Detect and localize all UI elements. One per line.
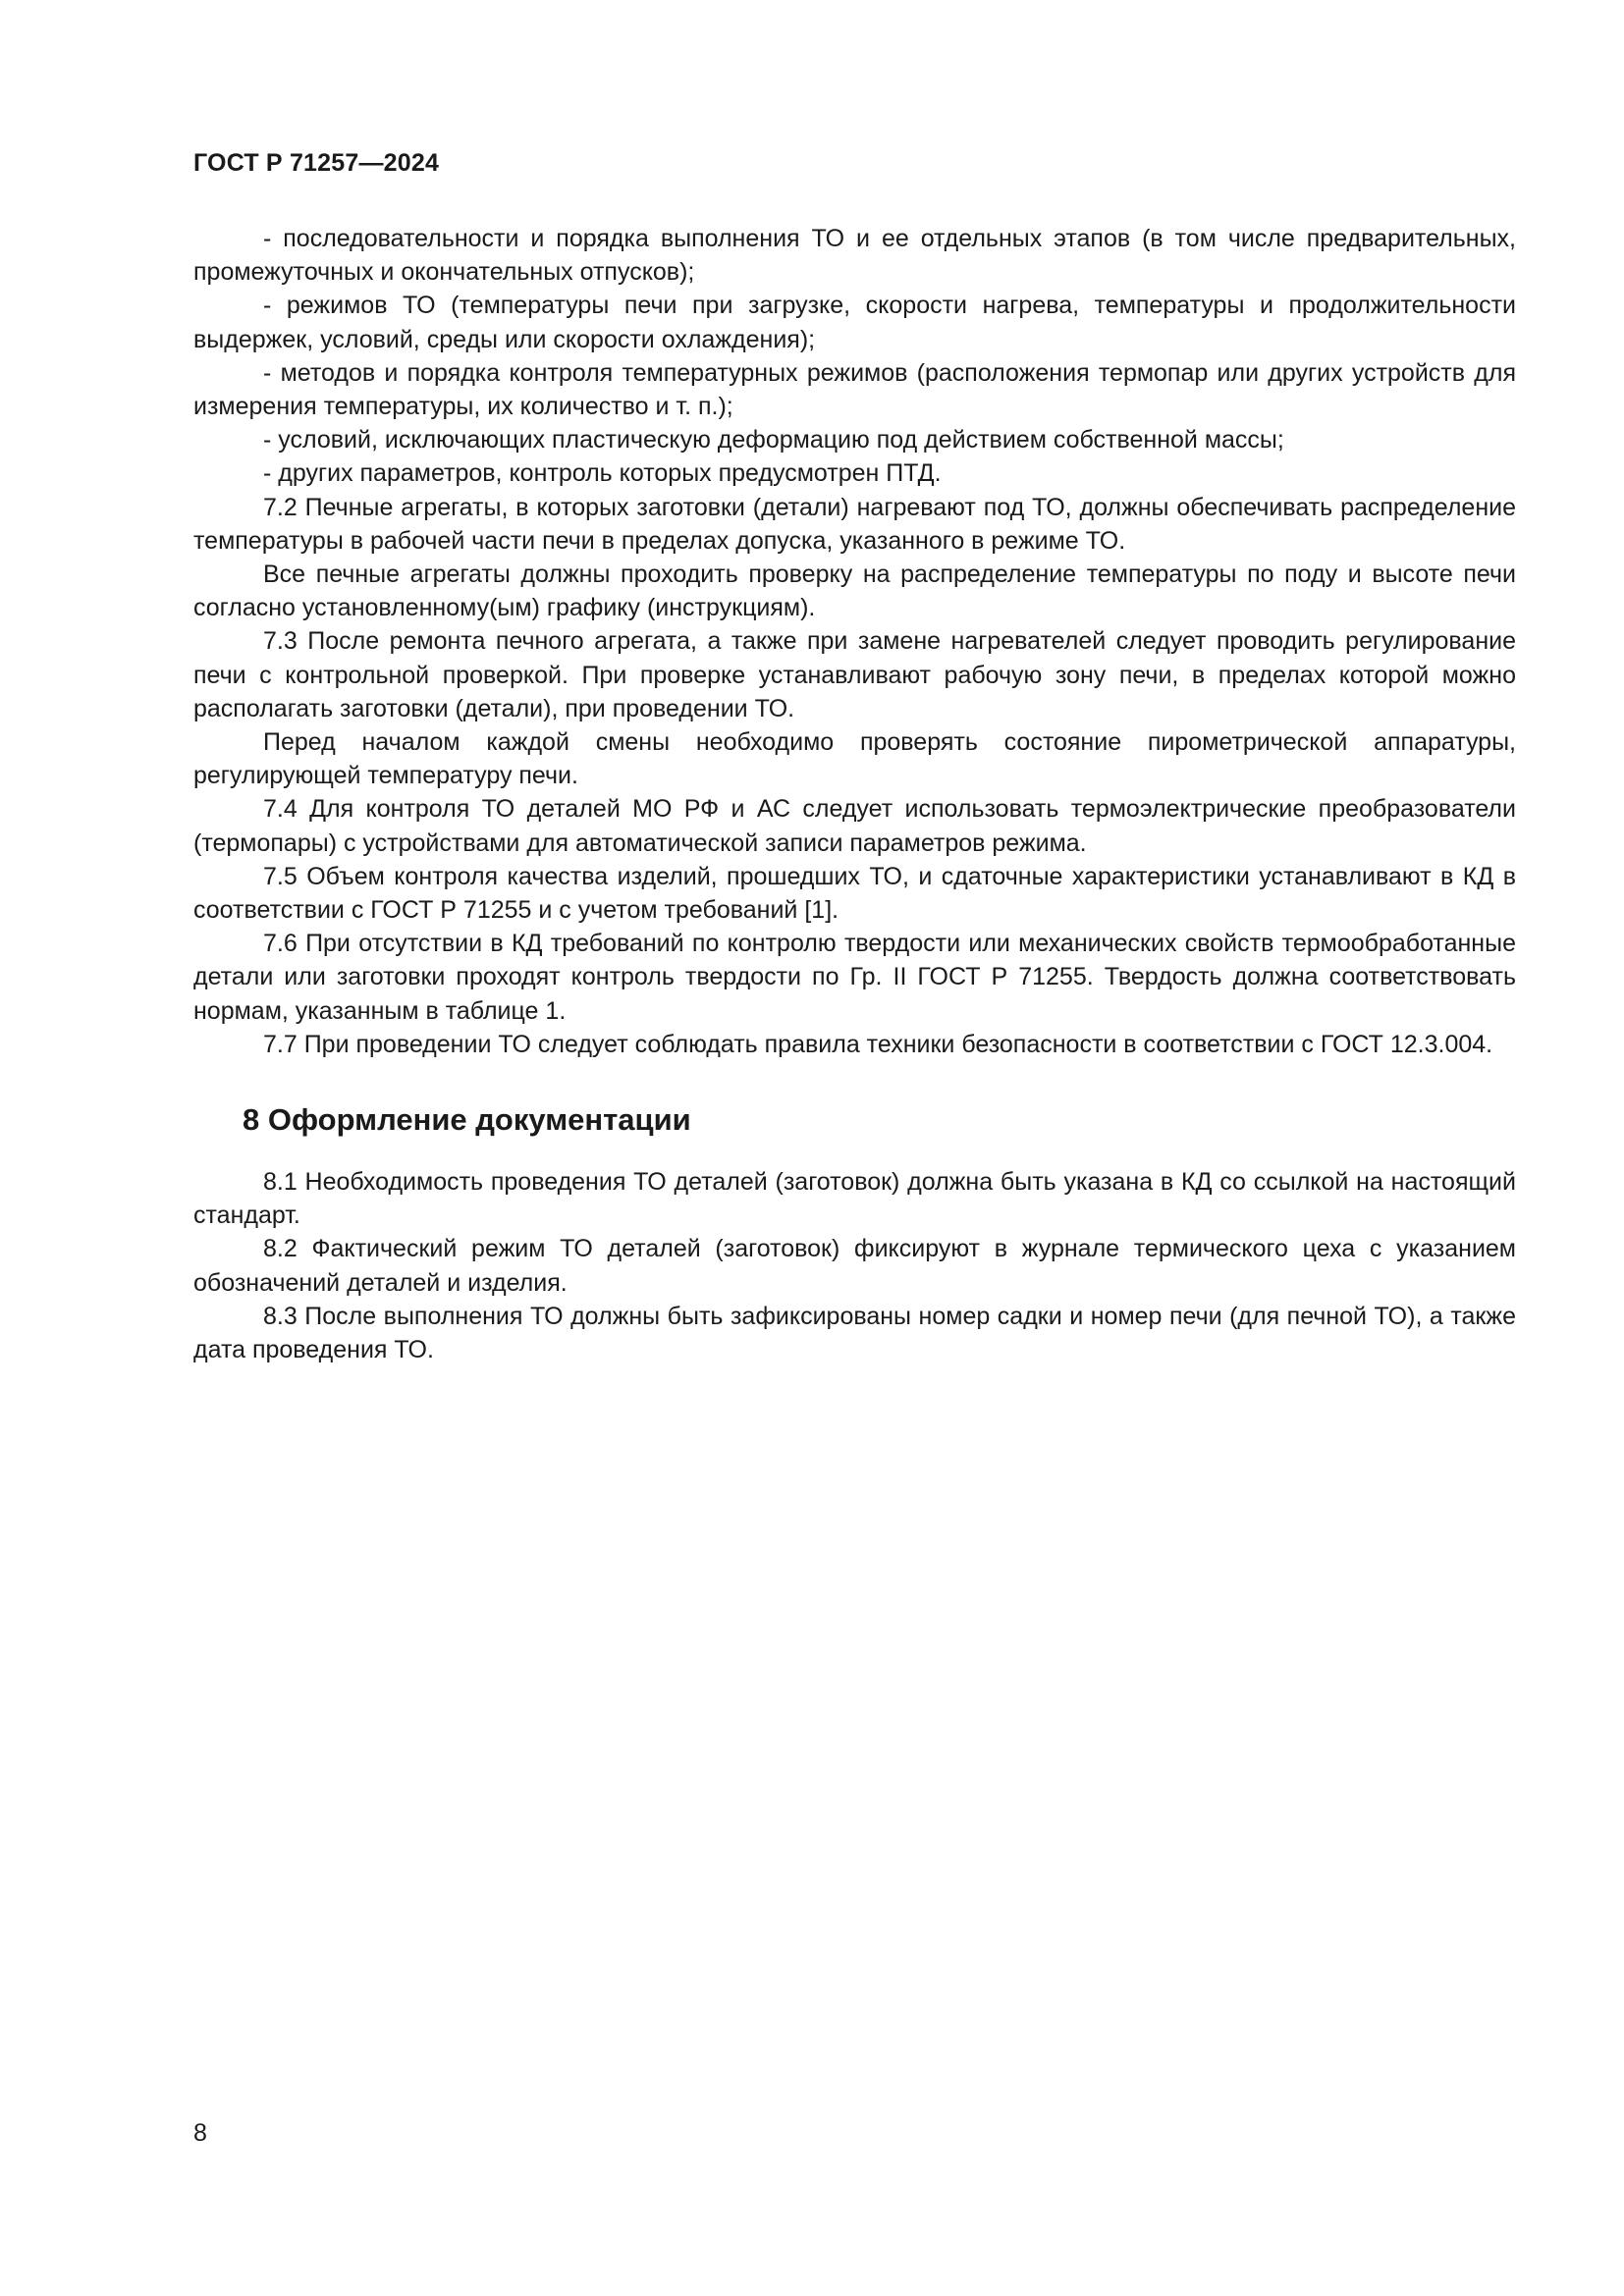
list-item-modes: - режимов ТО (температуры печи при загрузке, скорости нагрева, температуры и продолжительности выдержек, условий, среды или скорости охлаждения);	[193, 292, 1516, 353]
document-page	[193, 0, 1516, 2296]
body-text	[193, 222, 1516, 1366]
list-item-other-parameters: - других параметров, контроль которых предусмотрен ПТД.	[263, 459, 942, 488]
clause-7-5: 7.5 Объем контроля качества изделий, прошедших ТО, и сдаточные характеристики устанавливают в КД в соответствии с ГОСТ Р 71255 и с учетом требований [1].	[193, 862, 1516, 925]
clause-7-3: 7.3 После ремонта печного агрегата, а также при замене нагревателей следует проводить регулирование печи с контрольной проверкой. При проверке устанавливают рабочую зону печи, в пределах которой можно располагать заготовки (детали), при проведении ТО.	[193, 627, 1516, 722]
clause-8-2: 8.2 Фактический режим ТО деталей (заготовок) фиксируют в журнале термического цеха с указанием обозначений деталей и изделия.	[193, 1235, 1516, 1297]
clause-7-2: 7.2 Печные агрегаты, в которых заготовки (детали) нагревают под ТО, должны обеспечивать распределение температуры в рабочей части печи в пределах допуска, указанного в режиме ТО.	[193, 493, 1516, 555]
document-code-header: ГОСТ Р 71257—2024	[193, 149, 440, 177]
clause-7-7: 7.7 При проведении ТО следует соблюдать правила техники безопасности в соответствии с ГОСТ 12.3.004.	[263, 1030, 1493, 1058]
clause-7-4: 7.4 Для контроля ТО деталей МО РФ и АС следует использовать термоэлектрические преобразователи (термопары) с устройствами для автоматической записи параметров режима.	[193, 795, 1516, 857]
clause-8-3: 8.3 После выполнения ТО должны быть зафиксированы номер садки и номер печи (для печной ТО), а также дата проведения ТО.	[193, 1302, 1516, 1364]
clause-7-3-continued: Перед началом каждой смены необходимо проверять состояние пирометрической аппаратуры, регулирующей температуру печи.	[193, 728, 1516, 790]
page-number: 8	[193, 2119, 207, 2147]
clause-8-1: 8.1 Необходимость проведения ТО деталей (заготовок) должна быть указана в КД со ссылкой на настоящий стандарт.	[193, 1168, 1516, 1230]
list-item-control-methods: - методов и порядка контроля температурных режимов (расположения термопар или других устройств для измерения температуры, их количество и т. п.);	[193, 358, 1516, 421]
list-item-deformation-conditions: - условий, исключающих пластическую деформацию под действием собственной массы;	[263, 426, 1284, 454]
section-8-title: 8 Оформление документации	[243, 1102, 691, 1138]
clause-7-2-continued: Все печные агрегаты должны проходить проверку на распределение температуры по поду и высоте печи согласно установленному(ым) графику (инструкциям).	[193, 561, 1516, 622]
clause-7-6: 7.6 При отсутствии в КД требований по контролю твердости или механических свойств термообработанные детали или заготовки проходят контроль твердости по Гр. II ГОСТ Р 71255. Твердость должна соответствовать нормам, указанным в таблице 1.	[193, 930, 1516, 1025]
list-item-sequence: - последовательности и порядка выполнения ТО и ее отдельных этапов (в том числе предварительных, промежуточных и окончательных отпусков);	[193, 225, 1516, 287]
